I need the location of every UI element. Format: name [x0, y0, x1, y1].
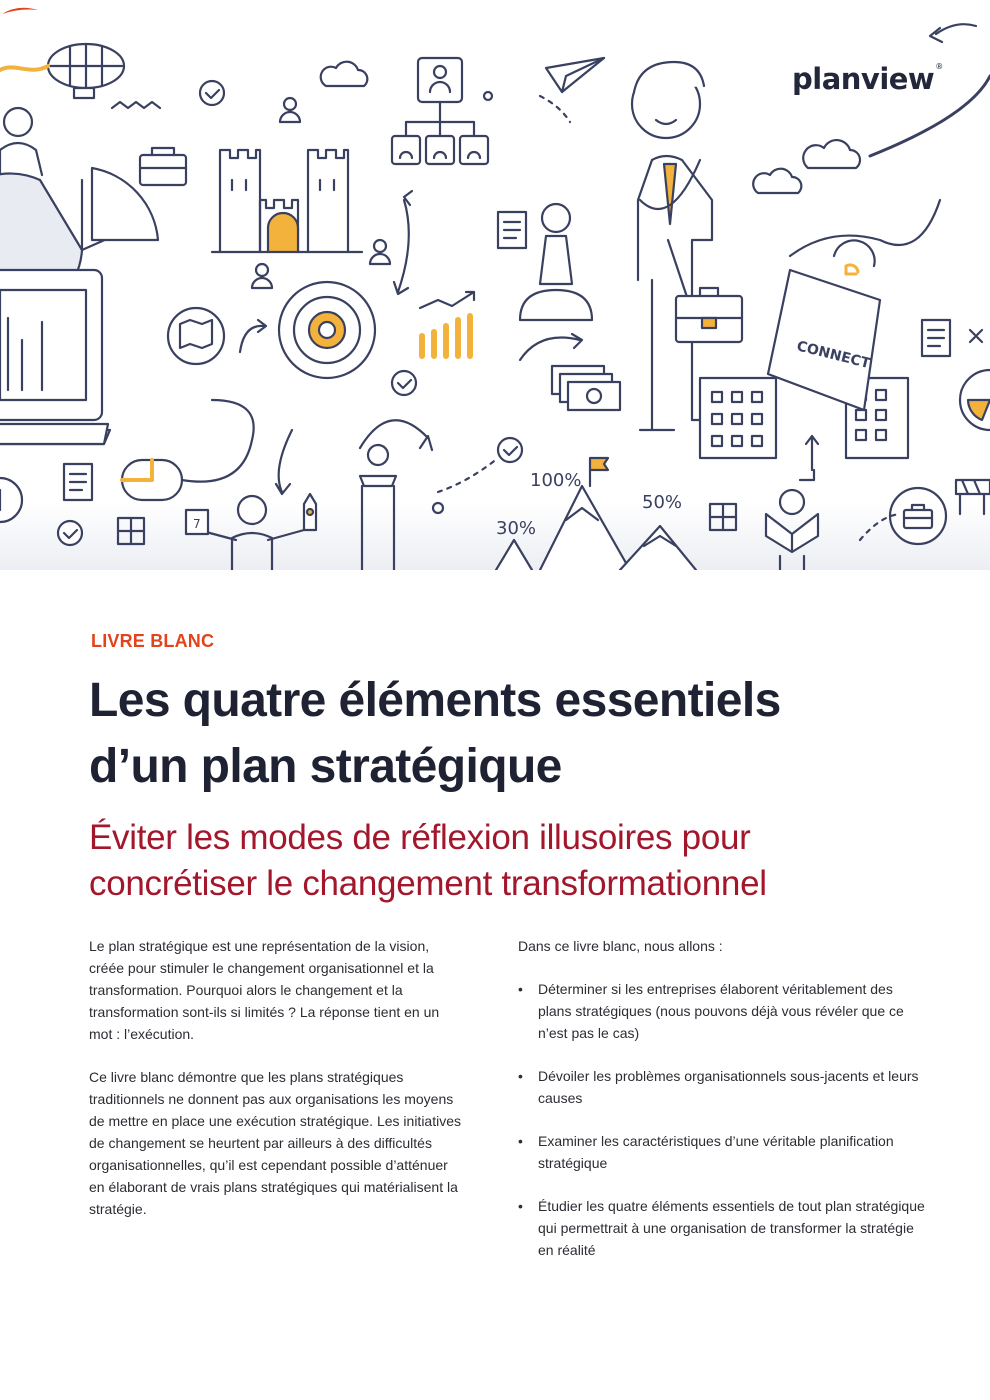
cloud-icon — [321, 62, 368, 86]
barrier-icon — [956, 480, 990, 514]
document-icon — [64, 464, 92, 500]
percent-100-label: 100% — [530, 470, 582, 491]
document-icon — [498, 212, 526, 248]
document-icon — [922, 320, 950, 356]
person-icon — [280, 98, 300, 122]
bullet-icon: • — [518, 981, 523, 997]
castle-icon — [212, 150, 362, 252]
briefcase-circle-icon — [860, 488, 946, 544]
monitor-icon — [0, 270, 110, 444]
subtitle-line-2: concrétiser le changement transformationnel — [89, 864, 767, 903]
percent-30-label: 30% — [496, 518, 537, 539]
check-circle-icon — [392, 371, 416, 395]
hero-illustration — [0, 0, 990, 570]
circle-icon — [0, 478, 22, 522]
planview-logo[interactable] — [792, 62, 943, 96]
document-title — [89, 668, 949, 800]
title-line-1: Les quatre éléments essentiels — [89, 674, 781, 727]
map-icon — [168, 308, 224, 364]
objectives-list — [518, 978, 928, 1261]
dot-doodle — [484, 92, 492, 100]
briefcase-icon — [140, 148, 186, 185]
bullet-icon: • — [518, 1198, 523, 1214]
calendar-day: 7 — [193, 517, 201, 531]
list-intro: Dans ce livre blanc, nous allons : — [518, 938, 723, 954]
connect-puzzle-icon — [768, 76, 990, 410]
registered-mark: ® — [935, 62, 943, 71]
connect-label: CONNECT — [795, 338, 872, 373]
person-icon — [252, 264, 272, 288]
bullet-icon: • — [518, 1068, 523, 1084]
title-line-2: d’un plan stratégique — [89, 740, 562, 793]
money-icon — [552, 366, 620, 410]
planview-logo-mark-icon — [0, 0, 40, 22]
left-column — [89, 935, 461, 1241]
right-column — [518, 935, 928, 1282]
close-icon — [970, 330, 982, 342]
pie-chart-icon — [960, 370, 990, 430]
person-presenting-icon — [186, 494, 316, 570]
check-circle-icon — [498, 438, 522, 462]
arrow-doodle — [520, 334, 582, 360]
grid-icon — [710, 504, 736, 530]
businessman-icon — [632, 62, 742, 430]
paper-plane-icon — [540, 58, 604, 122]
mountain-icon — [496, 458, 696, 570]
list-item — [518, 1130, 928, 1174]
chess-pawn-icon — [520, 204, 592, 320]
arrow-doodle — [360, 420, 432, 450]
arrow-doodle — [240, 320, 266, 352]
check-circle-icon — [200, 81, 224, 105]
body-paragraph: Ce livre blanc démontre que les plans stratégiques traditionnels ne donnent pas aux organisations les moyens de mettre en place une exécution stratégique. Les initiatives de changement se heurtent par ailleurs à des difficultés organisationnelles, qu’il est cependant possible d’atténuer en élaborant de vrais plans stratégiques qui matérialisent la stratégie. — [89, 1069, 462, 1217]
list-item — [518, 978, 928, 1044]
document-subtitle — [89, 815, 969, 907]
person-icon — [370, 240, 390, 264]
cloud-icon — [803, 140, 860, 168]
arrow-up-icon — [800, 436, 818, 480]
check-circle-icon — [58, 521, 82, 545]
list-item-text: Étudier les quatre éléments essentiels de tout plan stratégique qui permettrait à une organisation de transformer la stratégie en réalité — [538, 1198, 925, 1258]
document-category-label: LIVRE BLANC — [91, 631, 215, 651]
subtitle-line-1: Éviter les modes de réflexion illusoires pour — [89, 818, 751, 857]
grid-icon — [118, 518, 144, 544]
building-icon — [700, 378, 776, 458]
percent-50-label: 50% — [642, 492, 683, 513]
arrow-doodle — [394, 200, 409, 294]
bar-chart-icon — [420, 292, 474, 356]
arrow-doodle — [438, 458, 498, 492]
arrow-doodle — [276, 430, 292, 494]
org-chart-icon — [392, 58, 488, 164]
list-item — [518, 1195, 928, 1261]
target-icon — [279, 282, 375, 378]
zeppelin-icon — [0, 44, 124, 98]
person-reading-icon — [766, 490, 818, 570]
keyboard-icon — [0, 424, 108, 444]
list-item-text: Examiner les caractéristiques d’une véritable planification stratégique — [538, 1133, 894, 1171]
list-item-text: Déterminer si les entreprises élaborent véritablement des plans stratégiques (nous pouvons déjà vous révéler que ce n’est pas le cas) — [538, 981, 904, 1041]
list-item-text: Dévoiler les problèmes organisationnels sous-jacents et leurs causes — [538, 1068, 919, 1106]
mouse-icon — [122, 400, 254, 500]
intro-paragraph: Le plan stratégique est une représentation de la vision, créée pour stimuler le changement organisationnel et la transformation. Pourquoi alors le changement et la transformation sont-ils si limités ? La réponse tient en un mot : l’exécution. — [89, 938, 440, 1042]
arrow-doodle — [930, 24, 976, 42]
brand-name: planview — [792, 62, 935, 96]
chess-piece-icon — [360, 445, 396, 570]
cloud-icon — [753, 169, 801, 193]
dot-doodle — [433, 503, 443, 513]
list-item — [518, 1065, 928, 1109]
bullet-icon: • — [518, 1133, 523, 1149]
zigzag-doodle — [112, 102, 160, 108]
